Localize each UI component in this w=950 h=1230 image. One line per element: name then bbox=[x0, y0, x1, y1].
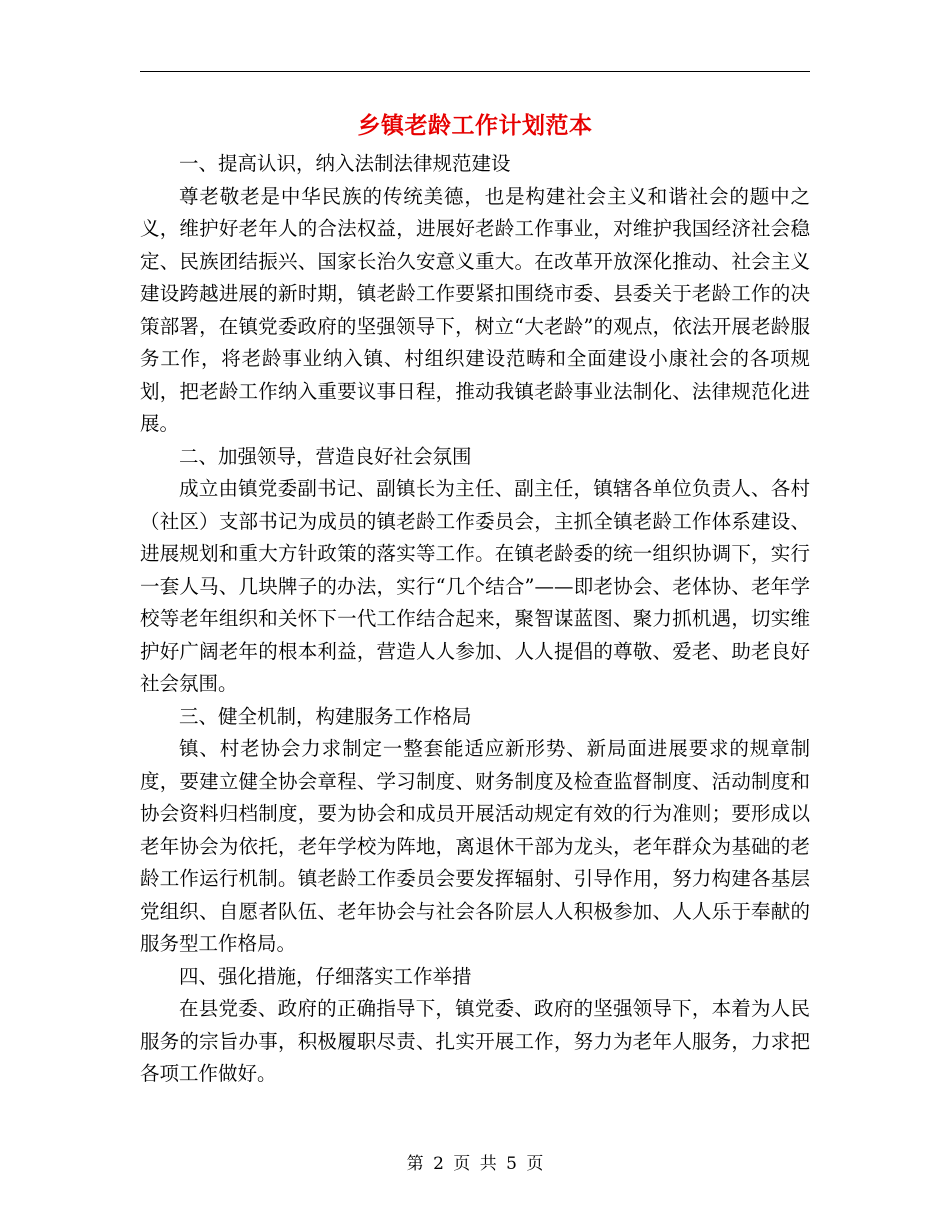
section-paragraph-4: 在县党委、政府的正确指导下，镇党委、政府的坚强领导下，本着为人民服务的宗旨办事，积极履职尽责、扎实开展工作，努力为老年人服务，力求把各项工作做好。 bbox=[140, 997, 810, 1085]
section-heading-2: 二、加强领导，营造良好社会氛围 bbox=[179, 444, 472, 468]
document-body bbox=[140, 148, 810, 1091]
section-heading-1: 一、提高认识，纳入法制法律规范建设 bbox=[179, 152, 511, 175]
section-heading-3: 三、健全机制，构建服务工作格局 bbox=[179, 704, 472, 728]
page-number-footer: 第 2 页 共 5 页 bbox=[406, 1154, 544, 1174]
header-rule bbox=[140, 71, 810, 72]
section-heading-4: 四、强化措施，仔细落实工作举措 bbox=[179, 964, 472, 988]
section-paragraph-2: 成立由镇党委副书记、副镇长为主任、副主任，镇辖各单位负责人、各村（社区）支部书记为成员的镇老龄工作委员会，主抓全镇老龄工作体系建设、进展规划和重大方针政策的落实等工作。在镇老龄委的统一组织协调下，实行一套人马、几块牌子的办法，实行“几个结合”——即老协会、老体协、老年学校等老年组织和关怀下一代工作结合起来，聚智谋蓝图、聚力抓机遇，切实维护好广阔老年的根本利益，营造人人参加、人人提倡的尊敬、爱老、助老良好社会氛围。 bbox=[140, 477, 810, 695]
section-paragraph-3: 镇、村老协会力求制定一整套能适应新形势、新局面进展要求的规章制度，要建立健全协会章程、学习制度、财务制度及检查监督制度、活动制度和协会资料归档制度，要为协会和成员开展活动规定有效的行为准则；要形成以老年协会为依托，老年学校为阵地，离退休干部为龙头，老年群众为基础的老龄工作运行机制。镇老龄工作委员会要发挥辐射、引导作用，努力构建各基层党组织、自愿者队伍、老年协会与社会各阶层人人积极参加、人人乐于奉献的服务型工作格局。 bbox=[140, 737, 810, 955]
document-title: 乡镇老龄工作计划范本 bbox=[357, 112, 593, 139]
section-paragraph-1: 尊老敬老是中华民族的传统美德，也是构建社会主义和谐社会的题中之义，维护好老年人的合法权益，进展好老龄工作事业，对维护我国经济社会稳定、民族团结振兴、国家长治久安意义重大。在改革开放深化推动、社会主义建设跨越进展的新时期，镇老龄工作要紧扣围绕市委、县委关于老龄工作的决策部署，在镇党委政府的坚强领导下，树立“大老龄”的观点，依法开展老龄服务工作，将老龄事业纳入镇、村组织建设范畴和全面建设小康社会的各项规划，把老龄工作纳入重要议事日程，推动我镇老龄事业法制化、法律规范化进展。 bbox=[140, 184, 810, 435]
